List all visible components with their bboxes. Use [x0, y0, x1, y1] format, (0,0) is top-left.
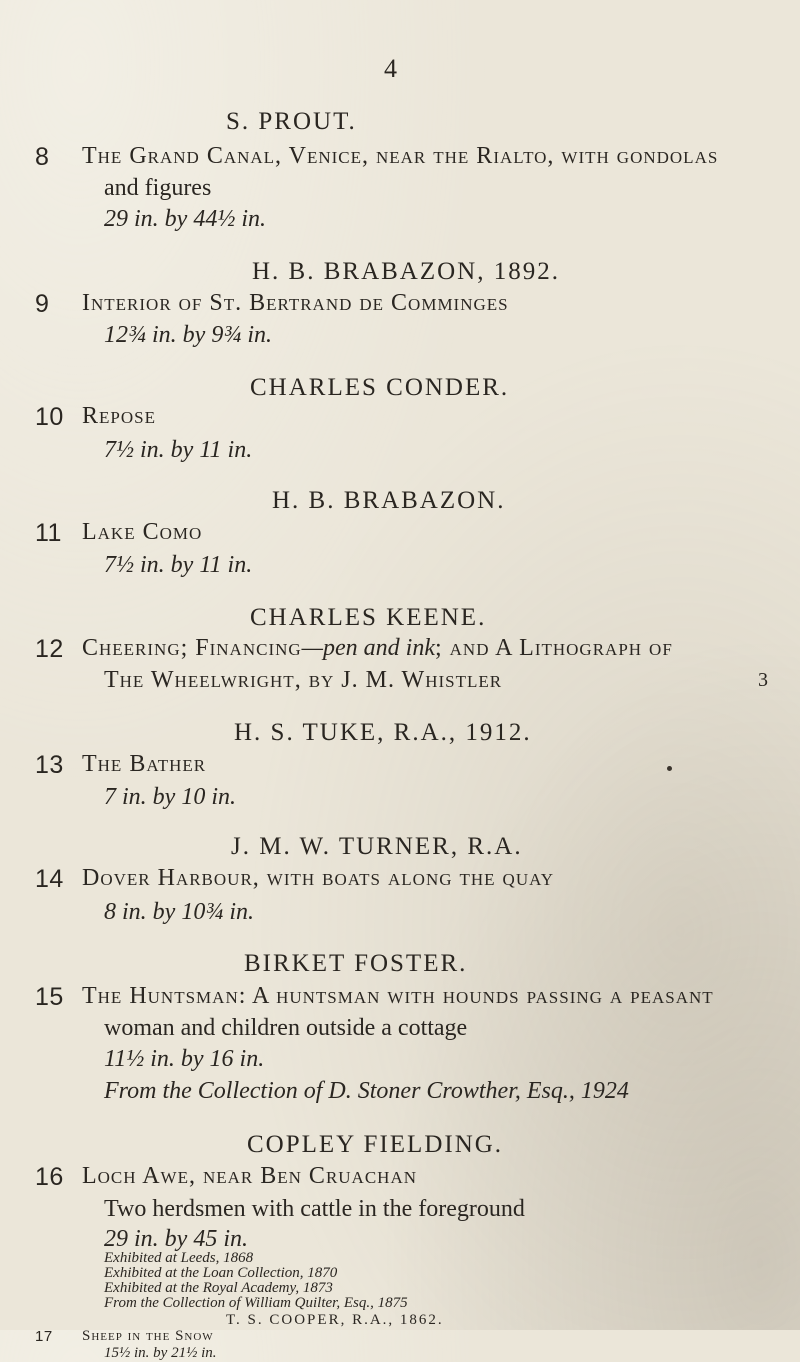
lot-title: The Huntsman: A huntsman with hounds passing a peasant: [82, 983, 714, 1009]
lot-number: 15: [35, 983, 64, 1011]
lot-number: 12: [35, 635, 64, 663]
lot-exhibition: Exhibited at Leeds, 1868: [104, 1250, 254, 1266]
lot-exhibition: Exhibited at the Loan Collection, 1870: [104, 1265, 338, 1281]
artist-name: BIRKET FOSTER.: [244, 950, 468, 977]
artist-name: COPLEY FIELDING.: [247, 1131, 504, 1158]
lot-number: 16: [35, 1163, 64, 1191]
lot-dimensions: 7½ in. by 11 in.: [104, 437, 253, 463]
artist-name: T. S. COOPER, R.A., 1862.: [226, 1312, 444, 1328]
artist-name: CHARLES KEENE.: [250, 604, 487, 631]
lot-provenance: From the Collection of William Quilter, Esq., 1875: [104, 1295, 408, 1311]
margin-annotation: 3: [758, 669, 768, 691]
lot-number: 17: [35, 1328, 53, 1345]
lot-title: Dover Harbour, with boats along the quay: [82, 865, 555, 891]
lot-dimensions: 29 in. by 44½ in.: [104, 206, 266, 232]
lot-dimensions: 15½ in. by 21½ in.: [104, 1345, 217, 1361]
lot-title: Repose: [82, 403, 156, 429]
artist-name: H. B. BRABAZON.: [272, 487, 506, 514]
lot-title: Sheep in the Snow: [82, 1328, 214, 1344]
page-number: 4: [384, 54, 397, 83]
lot-title: [82, 635, 673, 662]
lot-number: 13: [35, 751, 64, 779]
lot-title-continued: woman and children outside a cottage: [104, 1015, 468, 1041]
lot-provenance: From the Collection of D. Stoner Crowther, Esq., 1924: [104, 1078, 629, 1104]
lot-medium: —pen and ink: [301, 635, 435, 661]
lot-number: 14: [35, 865, 64, 893]
ink-dot: [667, 766, 672, 771]
lot-dimensions: 11½ in. by 16 in.: [104, 1046, 265, 1072]
artist-name: S. PROUT.: [226, 108, 357, 135]
lot-number: 8: [35, 143, 50, 171]
lot-dimensions: 29 in. by 45 in.: [104, 1226, 248, 1252]
lot-title: Interior of St. Bertrand de Comminges: [82, 290, 509, 316]
lot-title-continued: The Wheelwright, by J. M. Whistler: [104, 667, 503, 693]
lot-dimensions: 12¾ in. by 9¾ in.: [104, 322, 272, 348]
lot-number: 9: [35, 290, 50, 318]
lot-dimensions: 8 in. by 10¾ in.: [104, 899, 254, 925]
lot-title-continued: and figures: [104, 175, 212, 201]
lot-title: The Grand Canal, Venice, near the Rialto, with gondolas: [82, 143, 719, 169]
lot-dimensions: 7 in. by 10 in.: [104, 784, 236, 810]
lot-number: 11: [35, 519, 62, 547]
lot-title: Loch Awe, near Ben Cruachan: [82, 1163, 418, 1189]
lot-exhibition: Exhibited at the Royal Academy, 1873: [104, 1280, 333, 1296]
lot-title: The Bather: [82, 751, 207, 777]
artist-name: J. M. W. TURNER, R.A.: [231, 833, 523, 860]
artist-name: H. S. TUKE, R.A., 1912.: [234, 719, 532, 746]
artist-name: H. B. BRABAZON, 1892.: [252, 258, 560, 285]
lot-title-works-continued: ; and A Lithograph of: [434, 635, 673, 661]
lot-title-works: Cheering; Financing: [82, 635, 302, 661]
lot-number: 10: [35, 403, 64, 431]
artist-name: CHARLES CONDER.: [250, 374, 510, 401]
lot-dimensions: 7½ in. by 11 in.: [104, 552, 253, 578]
lot-title: Lake Como: [82, 519, 203, 545]
lot-description: Two herdsmen with cattle in the foreground: [104, 1196, 525, 1222]
